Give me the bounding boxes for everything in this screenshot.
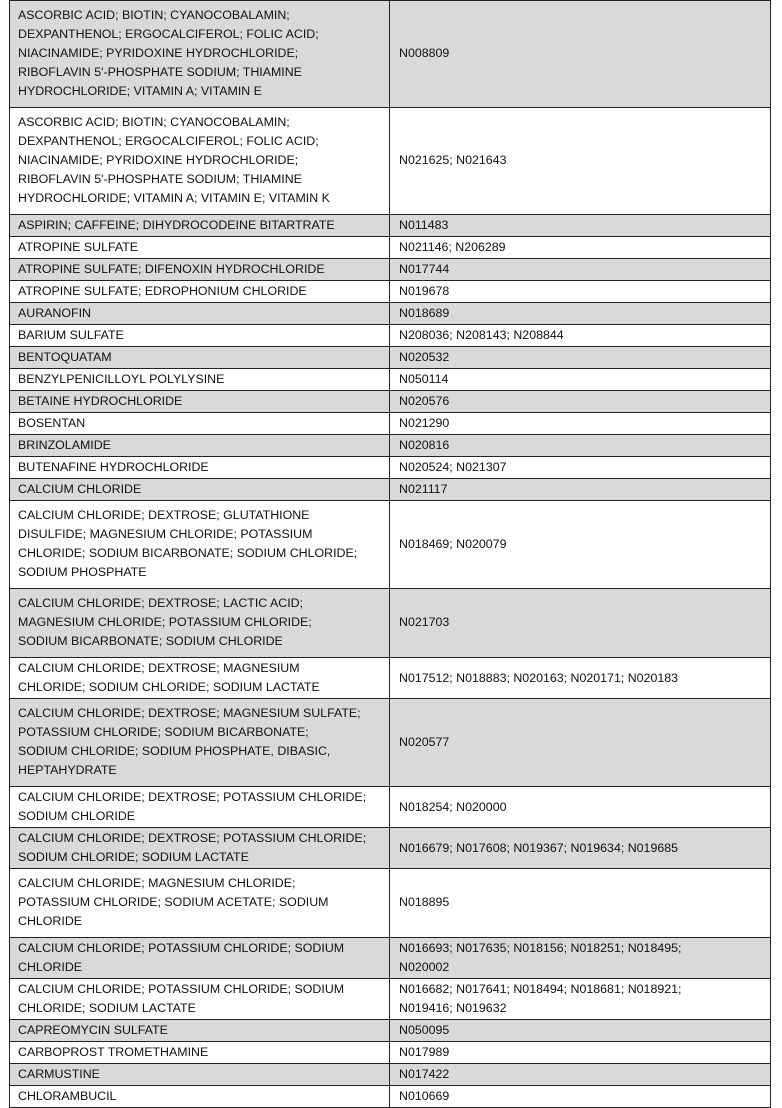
table-row bbox=[10, 347, 771, 369]
table-row bbox=[10, 369, 771, 391]
ingredient-cell: ASCORBIC ACID; BIOTIN; CYANOCOBALAMIN; DEXPANTHENOL; ERGOCALCIFEROL; FOLIC ACID; NIACINAMIDE; PYRIDOXINE HYDROCHLORIDE; RIBOFLAVIN 5'-PHOSPHATE SODIUM; THIAMINE HYDROCHLORIDE; VITAMIN A; VITAMIN E bbox=[10, 1, 390, 108]
application-numbers-cell: N018895 bbox=[390, 869, 771, 938]
ingredient-cell: CALCIUM CHLORIDE; MAGNESIUM CHLORIDE; POTASSIUM CHLORIDE; SODIUM ACETATE; SODIUM CHLORIDE bbox=[10, 869, 390, 938]
application-numbers-cell: N016693; N017635; N018156; N018251; N018495; N020002 bbox=[390, 938, 771, 979]
ingredient-cell: BENTOQUATAM bbox=[10, 347, 390, 369]
ingredient-cell: CALCIUM CHLORIDE; DEXTROSE; GLUTATHIONE DISULFIDE; MAGNESIUM CHLORIDE; POTASSIUM CHLORIDE; SODIUM BICARBONATE; SODIUM CHLORIDE; SODIUM PHOSPHATE bbox=[10, 501, 390, 589]
table-row bbox=[10, 869, 771, 938]
application-numbers-cell: N020577 bbox=[390, 699, 771, 787]
application-numbers-cell: N020532 bbox=[390, 347, 771, 369]
application-numbers-cell: N021625; N021643 bbox=[390, 108, 771, 215]
table-row bbox=[10, 391, 771, 413]
application-numbers-cell: N021290 bbox=[390, 413, 771, 435]
ingredient-cell: BARIUM SULFATE bbox=[10, 325, 390, 347]
application-numbers-cell: N016682; N017641; N018494; N018681; N018921; N019416; N019632 bbox=[390, 979, 771, 1020]
table-row bbox=[10, 1020, 771, 1042]
application-numbers-cell: N020524; N021307 bbox=[390, 457, 771, 479]
ingredient-cell: ASPIRIN; CAFFEINE; DIHYDROCODEINE BITARTRATE bbox=[10, 215, 390, 237]
table-row bbox=[10, 828, 771, 869]
ingredient-cell: ATROPINE SULFATE bbox=[10, 237, 390, 259]
application-numbers-cell: N020576 bbox=[390, 391, 771, 413]
application-numbers-cell: N018469; N020079 bbox=[390, 501, 771, 589]
table-row bbox=[10, 479, 771, 501]
table-row bbox=[10, 259, 771, 281]
application-numbers-cell: N010669 bbox=[390, 1086, 771, 1108]
application-numbers-cell: N021146; N206289 bbox=[390, 237, 771, 259]
table-row bbox=[10, 658, 771, 699]
ingredient-cell: CALCIUM CHLORIDE; DEXTROSE; POTASSIUM CHLORIDE; SODIUM CHLORIDE bbox=[10, 787, 390, 828]
application-numbers-cell: N208036; N208143; N208844 bbox=[390, 325, 771, 347]
application-numbers-cell: N008809 bbox=[390, 1, 771, 108]
application-numbers-cell: N016679; N017608; N019367; N019634; N019685 bbox=[390, 828, 771, 869]
table-row bbox=[10, 435, 771, 457]
table-row bbox=[10, 787, 771, 828]
application-numbers-cell: N018689 bbox=[390, 303, 771, 325]
ingredient-application-table bbox=[9, 0, 771, 1108]
table-row bbox=[10, 1064, 771, 1086]
ingredient-cell: CAPREOMYCIN SULFATE bbox=[10, 1020, 390, 1042]
table-row bbox=[10, 938, 771, 979]
ingredient-cell: CALCIUM CHLORIDE; POTASSIUM CHLORIDE; SODIUM CHLORIDE; SODIUM LACTATE bbox=[10, 979, 390, 1020]
table-row bbox=[10, 303, 771, 325]
table-row bbox=[10, 108, 771, 215]
ingredient-cell: CALCIUM CHLORIDE; DEXTROSE; MAGNESIUM SULFATE; POTASSIUM CHLORIDE; SODIUM BICARBONATE; SODIUM CHLORIDE; SODIUM PHOSPHATE, DIBASIC, HEPTAHYDRATE bbox=[10, 699, 390, 787]
ingredient-cell: CARBOPROST TROMETHAMINE bbox=[10, 1042, 390, 1064]
ingredient-cell: BETAINE HYDROCHLORIDE bbox=[10, 391, 390, 413]
ingredient-cell: CALCIUM CHLORIDE; DEXTROSE; LACTIC ACID; MAGNESIUM CHLORIDE; POTASSIUM CHLORIDE; SODIUM BICARBONATE; SODIUM CHLORIDE bbox=[10, 589, 390, 658]
table-row bbox=[10, 1, 771, 108]
application-numbers-cell: N017989 bbox=[390, 1042, 771, 1064]
table-body bbox=[10, 1, 771, 1108]
table-row bbox=[10, 281, 771, 303]
ingredient-cell: CALCIUM CHLORIDE bbox=[10, 479, 390, 501]
table-row bbox=[10, 457, 771, 479]
table-row bbox=[10, 589, 771, 658]
ingredient-cell: BOSENTAN bbox=[10, 413, 390, 435]
application-numbers-cell: N019678 bbox=[390, 281, 771, 303]
table-row bbox=[10, 325, 771, 347]
ingredient-cell: CHLORAMBUCIL bbox=[10, 1086, 390, 1108]
table-row bbox=[10, 237, 771, 259]
ingredient-cell: CALCIUM CHLORIDE; POTASSIUM CHLORIDE; SODIUM CHLORIDE bbox=[10, 938, 390, 979]
table-row bbox=[10, 1086, 771, 1108]
application-numbers-cell: N018254; N020000 bbox=[390, 787, 771, 828]
table-row bbox=[10, 1042, 771, 1064]
ingredient-cell: CARMUSTINE bbox=[10, 1064, 390, 1086]
table-row bbox=[10, 413, 771, 435]
ingredient-cell: BUTENAFINE HYDROCHLORIDE bbox=[10, 457, 390, 479]
application-numbers-cell: N017422 bbox=[390, 1064, 771, 1086]
application-numbers-cell: N020816 bbox=[390, 435, 771, 457]
application-numbers-cell: N011483 bbox=[390, 215, 771, 237]
application-numbers-cell: N017744 bbox=[390, 259, 771, 281]
application-numbers-cell: N021117 bbox=[390, 479, 771, 501]
table-row bbox=[10, 979, 771, 1020]
table-row bbox=[10, 215, 771, 237]
ingredient-cell: BRINZOLAMIDE bbox=[10, 435, 390, 457]
ingredient-cell: CALCIUM CHLORIDE; DEXTROSE; MAGNESIUM CHLORIDE; SODIUM CHLORIDE; SODIUM LACTATE bbox=[10, 658, 390, 699]
ingredient-cell: ATROPINE SULFATE; DIFENOXIN HYDROCHLORIDE bbox=[10, 259, 390, 281]
ingredient-cell: ASCORBIC ACID; BIOTIN; CYANOCOBALAMIN; DEXPANTHENOL; ERGOCALCIFEROL; FOLIC ACID; NIACINAMIDE; PYRIDOXINE HYDROCHLORIDE; RIBOFLAVIN 5'-PHOSPHATE SODIUM; THIAMINE HYDROCHLORIDE; VITAMIN A; VITAMIN E; VITAMIN K bbox=[10, 108, 390, 215]
table-row bbox=[10, 699, 771, 787]
table-row bbox=[10, 501, 771, 589]
ingredient-cell: CALCIUM CHLORIDE; DEXTROSE; POTASSIUM CHLORIDE; SODIUM CHLORIDE; SODIUM LACTATE bbox=[10, 828, 390, 869]
application-numbers-cell: N021703 bbox=[390, 589, 771, 658]
application-numbers-cell: N017512; N018883; N020163; N020171; N020183 bbox=[390, 658, 771, 699]
ingredient-cell: ATROPINE SULFATE; EDROPHONIUM CHLORIDE bbox=[10, 281, 390, 303]
application-numbers-cell: N050114 bbox=[390, 369, 771, 391]
application-numbers-cell: N050095 bbox=[390, 1020, 771, 1042]
ingredient-cell: BENZYLPENICILLOYL POLYLYSINE bbox=[10, 369, 390, 391]
ingredient-cell: AURANOFIN bbox=[10, 303, 390, 325]
